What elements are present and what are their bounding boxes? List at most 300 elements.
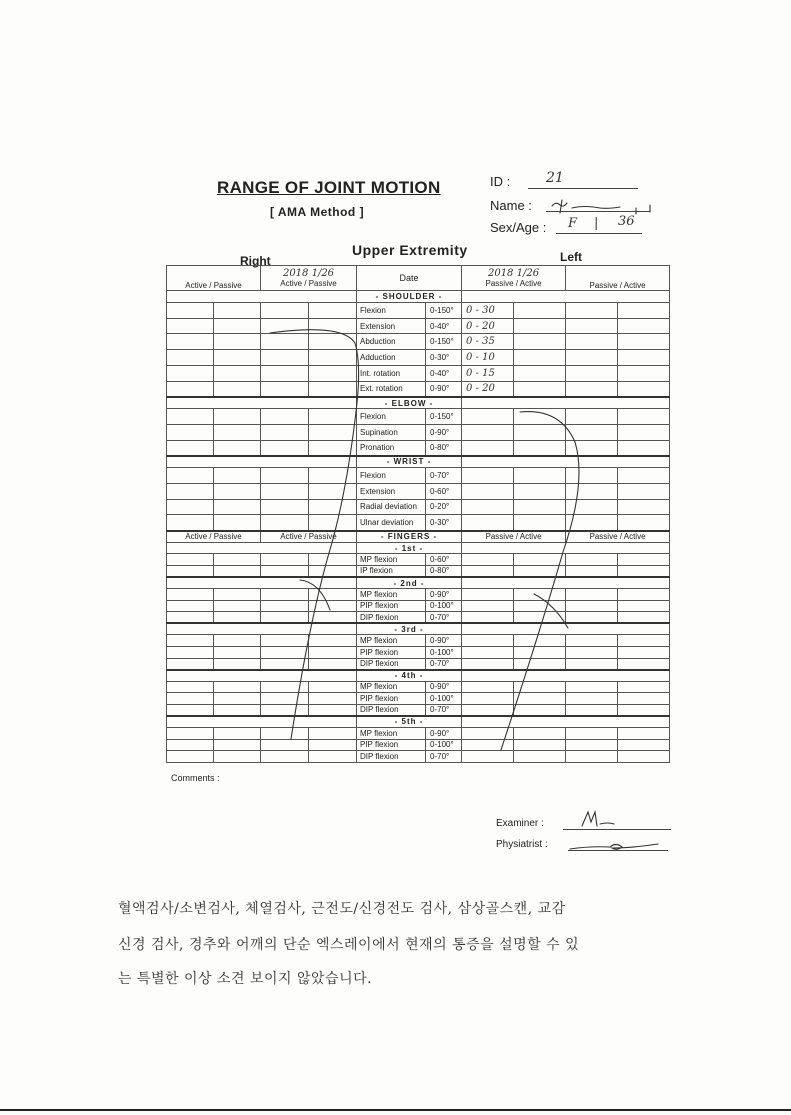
value-cell [566, 302, 618, 318]
value-cell [214, 483, 261, 499]
value-cell [618, 565, 670, 577]
value-cell [309, 468, 357, 484]
value-cell [167, 350, 214, 366]
value-cell [514, 409, 566, 425]
value-cell [309, 704, 357, 716]
motion-label: Abduction [357, 334, 426, 350]
motion-label: MP flexion [357, 727, 426, 739]
motion-label: PIP flexion [357, 646, 426, 658]
motion-range: 0-70° [426, 468, 462, 484]
value-cell [566, 739, 618, 751]
finger-4-section-label: - 4th - [357, 670, 462, 682]
value-cell [462, 499, 514, 515]
value-cell [618, 302, 670, 318]
section-spacer [462, 291, 670, 303]
value-cell [566, 499, 618, 515]
name-label: Name : [490, 198, 532, 213]
motion-row [167, 381, 670, 397]
value-cell [261, 589, 309, 601]
value-cell [167, 727, 214, 739]
value-cell [167, 589, 214, 601]
value-cell [618, 612, 670, 624]
value-cell [214, 318, 261, 334]
value-cell [261, 515, 309, 531]
value-cell [309, 365, 357, 381]
motion-range: 0-90° [426, 589, 462, 601]
motion-label: Extension [357, 318, 426, 334]
value-cell [261, 381, 309, 397]
sex-age-label: Sex/Age : [490, 220, 547, 235]
value-cell [261, 681, 309, 693]
value-cell [514, 318, 566, 334]
value-cell [514, 727, 566, 739]
motion-label: Adduction [357, 350, 426, 366]
motion-label: PIP flexion [357, 600, 426, 612]
value-cell [309, 515, 357, 531]
value-cell [167, 365, 214, 381]
section-spacer [167, 397, 357, 409]
value-cell [566, 681, 618, 693]
value-cell [309, 554, 357, 566]
value-cell [309, 424, 357, 440]
motion-range: 0-30° [426, 350, 462, 366]
finger-3-section-label: - 3rd - [357, 623, 462, 635]
fingers-header-row [167, 531, 670, 543]
value-cell [261, 468, 309, 484]
value-cell [566, 727, 618, 739]
motion-label: Int. rotation [357, 365, 426, 381]
motion-row [167, 515, 670, 531]
right-outer-header: Active / Passive [167, 266, 261, 291]
motion-range: 0-90° [426, 424, 462, 440]
value-cell [214, 589, 261, 601]
section-spacer [462, 716, 670, 728]
value-cell [261, 612, 309, 624]
value-cell [167, 409, 214, 425]
finger-1-section [167, 542, 670, 554]
value-cell [566, 635, 618, 647]
finger-5-section [167, 716, 670, 728]
motion-label: MP flexion [357, 635, 426, 647]
value-cell [462, 751, 514, 763]
value-cell [462, 483, 514, 499]
value-cell [618, 381, 670, 397]
motion-label: Extension [357, 483, 426, 499]
value-cell [462, 589, 514, 601]
value-cell [618, 424, 670, 440]
value-cell [167, 646, 214, 658]
value-cell [514, 440, 566, 456]
motion-row [167, 554, 670, 566]
motion-label: Ulnar deviation [357, 515, 426, 531]
value-cell [261, 600, 309, 612]
value-cell [167, 515, 214, 531]
value-cell [462, 468, 514, 484]
motion-row [167, 739, 670, 751]
motion-label: Flexion [357, 468, 426, 484]
motion-row [167, 693, 670, 705]
value-cell [514, 424, 566, 440]
motion-range: 0-20° [426, 499, 462, 515]
finger-1-section-label: - 1st - [357, 542, 462, 554]
value-cell [566, 440, 618, 456]
value-cell [566, 554, 618, 566]
motion-label: DIP flexion [357, 751, 426, 763]
value-cell [261, 318, 309, 334]
value-cell [167, 440, 214, 456]
value-cell [462, 424, 514, 440]
section-spacer [167, 670, 357, 682]
value-cell [566, 409, 618, 425]
left-outer-header: Passive / Active [566, 266, 670, 291]
section-spacer [462, 542, 670, 554]
motion-range: 0-100° [426, 600, 462, 612]
value-cell [462, 704, 514, 716]
finger-4-section [167, 670, 670, 682]
elbow-section [167, 397, 670, 409]
value-cell [462, 693, 514, 705]
value-cell [514, 381, 566, 397]
motion-row [167, 635, 670, 647]
value-cell [309, 409, 357, 425]
value-cell [566, 589, 618, 601]
value-cell [514, 365, 566, 381]
value-cell [261, 554, 309, 566]
value-cell [514, 350, 566, 366]
value-cell [167, 751, 214, 763]
value-cell [309, 681, 357, 693]
value-cell [618, 600, 670, 612]
elbow-section-label: - ELBOW - [357, 397, 462, 409]
value-cell [618, 483, 670, 499]
motion-label: Pronation [357, 440, 426, 456]
value-cell [618, 681, 670, 693]
value-cell [167, 612, 214, 624]
value-cell [309, 658, 357, 670]
motion-range: 0-60° [426, 554, 462, 566]
motion-label: Flexion [357, 302, 426, 318]
value-cell [261, 739, 309, 751]
value-cell [261, 350, 309, 366]
physiatrist-underline [568, 850, 668, 851]
value-cell [566, 381, 618, 397]
value-cell [514, 565, 566, 577]
motion-row [167, 704, 670, 716]
value-cell [309, 318, 357, 334]
value-cell [618, 365, 670, 381]
motion-row [167, 334, 670, 350]
motion-row [167, 751, 670, 763]
value-cell [618, 589, 670, 601]
value-cell [462, 739, 514, 751]
value-cell [167, 318, 214, 334]
section-spacer [167, 291, 357, 303]
sex-age-underline [556, 233, 642, 234]
value-cell [514, 612, 566, 624]
value-cell [167, 334, 214, 350]
left-value: 0 - 30 [462, 302, 514, 318]
value-cell [462, 440, 514, 456]
value-cell [566, 646, 618, 658]
value-cell [261, 409, 309, 425]
shoulder-section [167, 291, 670, 303]
motion-label: DIP flexion [357, 658, 426, 670]
value-cell [618, 334, 670, 350]
page-bottom-rule [0, 1109, 791, 1111]
left-date-value: 2018 1/26 [487, 268, 540, 280]
value-cell [214, 365, 261, 381]
section-spacer [462, 670, 670, 682]
value-cell [618, 739, 670, 751]
motion-range: 0-70° [426, 612, 462, 624]
motion-label: Flexion [357, 409, 426, 425]
value-cell [462, 635, 514, 647]
motion-row [167, 483, 670, 499]
value-cell [309, 727, 357, 739]
motion-range: 0-90° [426, 681, 462, 693]
motion-range: 0-30° [426, 515, 462, 531]
value-cell [618, 440, 670, 456]
motion-range: 0-90° [426, 381, 462, 397]
value-cell [214, 727, 261, 739]
value-cell [261, 658, 309, 670]
value-cell [167, 499, 214, 515]
header-row [167, 266, 670, 291]
value-cell [167, 681, 214, 693]
motion-row [167, 658, 670, 670]
value-cell [462, 681, 514, 693]
value-cell [618, 727, 670, 739]
value-cell [618, 318, 670, 334]
motion-range: 0-40° [426, 318, 462, 334]
value-cell [309, 565, 357, 577]
value-cell [214, 646, 261, 658]
value-cell [261, 424, 309, 440]
value-cell [309, 302, 357, 318]
value-cell [214, 658, 261, 670]
shoulder-section-label: - SHOULDER - [357, 291, 462, 303]
value-cell [309, 635, 357, 647]
value-cell [214, 302, 261, 318]
motion-row [167, 365, 670, 381]
physiatrist-label: Physiatrist : [496, 839, 548, 850]
value-cell [309, 589, 357, 601]
name-underline [546, 211, 650, 212]
value-cell [214, 424, 261, 440]
value-cell [618, 554, 670, 566]
motion-range: 0-100° [426, 646, 462, 658]
value-cell [309, 499, 357, 515]
motion-row [167, 302, 670, 318]
value-cell [167, 600, 214, 612]
value-cell [261, 483, 309, 499]
value-cell [309, 600, 357, 612]
value-cell [618, 751, 670, 763]
note-line-3: 는 특별한 이상 소견 보이지 않았습니다. [118, 971, 373, 987]
motion-range: 0-80° [426, 565, 462, 577]
section-title: Upper Extremity [352, 242, 468, 258]
value-cell [462, 565, 514, 577]
value-cell [214, 350, 261, 366]
motion-row [167, 565, 670, 577]
value-cell [462, 658, 514, 670]
id-label: ID : [490, 174, 511, 189]
date-header: Date [357, 266, 462, 291]
motion-row [167, 600, 670, 612]
value-cell [214, 468, 261, 484]
value-cell [566, 318, 618, 334]
value-cell [214, 681, 261, 693]
finger-2-section-label: - 2nd - [357, 577, 462, 589]
right-inner-header [261, 266, 357, 291]
value-cell [309, 483, 357, 499]
value-cell [566, 483, 618, 499]
value-cell [566, 424, 618, 440]
motion-label: PIP flexion [357, 739, 426, 751]
value-cell [462, 600, 514, 612]
motion-label: PIP flexion [357, 693, 426, 705]
value-cell [214, 381, 261, 397]
value-cell [261, 635, 309, 647]
value-cell [514, 589, 566, 601]
motion-range: 0-70° [426, 751, 462, 763]
sex-value: F [568, 216, 578, 231]
motion-row [167, 727, 670, 739]
value-cell [167, 635, 214, 647]
examiner-underline [563, 829, 671, 830]
sex-age-separator: | [594, 216, 599, 231]
id-underline [528, 188, 638, 189]
value-cell [514, 515, 566, 531]
value-cell [618, 704, 670, 716]
left-side-label: Left [560, 250, 582, 264]
motion-range: 0-150° [426, 302, 462, 318]
fingers-right-inner-header: Active / Passive [261, 531, 357, 543]
motion-label: IP flexion [357, 565, 426, 577]
value-cell [514, 681, 566, 693]
value-cell [261, 751, 309, 763]
comments-label: Comments : [171, 773, 220, 783]
value-cell [618, 499, 670, 515]
right-date-value: 2018 1/26 [282, 268, 335, 280]
examiner-label: Examiner : [496, 818, 544, 829]
left-inner-header-label: Passive / Active [485, 279, 542, 289]
motion-row [167, 318, 670, 334]
motion-row [167, 681, 670, 693]
motion-label: Supination [357, 424, 426, 440]
value-cell [309, 646, 357, 658]
value-cell [261, 499, 309, 515]
value-cell [566, 515, 618, 531]
value-cell [566, 693, 618, 705]
left-value: 0 - 20 [462, 381, 514, 397]
value-cell [167, 302, 214, 318]
section-spacer [167, 456, 357, 468]
motion-row [167, 409, 670, 425]
value-cell [167, 554, 214, 566]
value-cell [261, 727, 309, 739]
value-cell [514, 635, 566, 647]
section-spacer [462, 623, 670, 635]
value-cell [514, 600, 566, 612]
value-cell [514, 704, 566, 716]
value-cell [167, 704, 214, 716]
motion-range: 0-70° [426, 704, 462, 716]
value-cell [167, 424, 214, 440]
motion-label: DIP flexion [357, 612, 426, 624]
examiner-signature [582, 812, 614, 826]
value-cell [566, 468, 618, 484]
value-cell [618, 658, 670, 670]
value-cell [309, 334, 357, 350]
value-cell [261, 704, 309, 716]
value-cell [618, 468, 670, 484]
value-cell [514, 646, 566, 658]
finger-3-section [167, 623, 670, 635]
value-cell [514, 554, 566, 566]
value-cell [514, 302, 566, 318]
value-cell [167, 381, 214, 397]
right-side-label: Right [240, 254, 271, 268]
motion-range: 0-90° [426, 635, 462, 647]
motion-range: 0-40° [426, 365, 462, 381]
value-cell [167, 483, 214, 499]
value-cell [618, 693, 670, 705]
value-cell [214, 554, 261, 566]
motion-label: DIP flexion [357, 704, 426, 716]
motion-row [167, 612, 670, 624]
left-value: 0 - 15 [462, 365, 514, 381]
value-cell [309, 381, 357, 397]
fingers-left-inner-header: Passive / Active [462, 531, 566, 543]
value-cell [214, 515, 261, 531]
value-cell [618, 635, 670, 647]
value-cell [309, 612, 357, 624]
section-spacer [462, 577, 670, 589]
motion-label: Ext. rotation [357, 381, 426, 397]
left-value: 0 - 10 [462, 350, 514, 366]
value-cell [462, 727, 514, 739]
value-cell [214, 704, 261, 716]
id-value: 21 [546, 170, 564, 186]
value-cell [618, 350, 670, 366]
value-cell [514, 499, 566, 515]
motion-range: 0-80° [426, 440, 462, 456]
fingers-section-label: - FINGERS - [357, 531, 462, 543]
value-cell [566, 565, 618, 577]
section-spacer [462, 456, 670, 468]
value-cell [214, 612, 261, 624]
form-subtitle: [ AMA Method ] [270, 205, 365, 219]
motion-range: 0-70° [426, 658, 462, 670]
finger-5-section-label: - 5th - [357, 716, 462, 728]
value-cell [566, 350, 618, 366]
value-cell [462, 612, 514, 624]
physiatrist-signature [570, 844, 658, 849]
note-line-2: 신경 검사, 경추와 어깨의 단순 엑스레이에서 현재의 통증을 설명할 수 있 [118, 937, 580, 953]
motion-label: MP flexion [357, 589, 426, 601]
value-cell [167, 739, 214, 751]
value-cell [514, 739, 566, 751]
section-spacer [167, 716, 357, 728]
value-cell [514, 658, 566, 670]
finger-2-section [167, 577, 670, 589]
right-inner-header-label: Active / Passive [280, 279, 337, 289]
value-cell [566, 334, 618, 350]
value-cell [462, 409, 514, 425]
value-cell [214, 635, 261, 647]
value-cell [618, 409, 670, 425]
